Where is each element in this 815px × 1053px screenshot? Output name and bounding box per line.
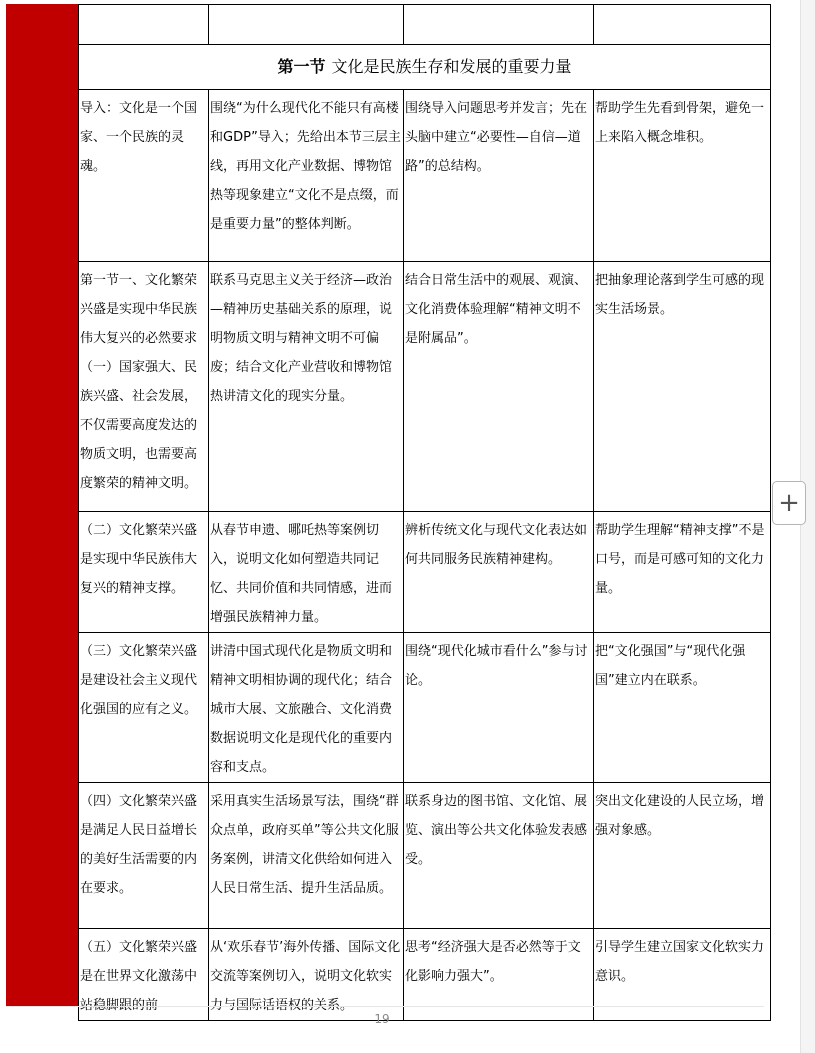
table-cell[interactable]: 突出文化建设的人民立场，增强对象感。 xyxy=(594,783,771,929)
table-cell[interactable] xyxy=(594,5,771,45)
table-cell[interactable]: 联系马克思主义关于经济—政治—精神历史基础关系的原理，说明物质文明与精神文明不可偏废；结合文化产业营收和博物馆热讲清文化的现实分量。 xyxy=(209,262,404,512)
table-cell[interactable]: 采用真实生活场景写法，围绕“群众点单，政府买单”等公共文化服务案例，讲清文化供给如何进入人民日常生活、提升生活品质。 xyxy=(209,783,404,929)
table-cell[interactable]: （五）文化繁荣兴盛是在世界文化激荡中站稳脚跟的前 xyxy=(79,929,209,1021)
table-cell[interactable]: 联系身边的图书馆、文化馆、展览、演出等公共文化体验发表感受。 xyxy=(404,783,594,929)
table-cell[interactable]: 讲清中国式现代化是物质文明和精神文明相协调的现代化；结合城市大展、文旅融合、文化消费数据说明文化是现代化的重要内容和支点。 xyxy=(209,633,404,783)
table-cell[interactable]: （四）文化繁荣兴盛是满足人民日益增长的美好生活需要的内在要求。 xyxy=(79,783,209,929)
table-row xyxy=(79,90,771,262)
table-cell[interactable]: 围绕“为什么现代化不能只有高楼和GDP”导入；先给出本节三层主线，再用文化产业数据、博物馆热等现象建立“文化不是点缀，而是重要力量”的整体判断。 xyxy=(209,90,404,262)
table-cell[interactable]: 引导学生建立国家文化软实力意识。 xyxy=(594,929,771,1021)
table-cell[interactable]: 把抽象理论落到学生可感的现实生活场景。 xyxy=(594,262,771,512)
table-cell[interactable]: 帮助学生理解“精神支撑”不是口号，而是可感可知的文化力量。 xyxy=(594,512,771,633)
table-cell[interactable]: 把“文化强国”与“现代化强国”建立内在联系。 xyxy=(594,633,771,783)
table-cell[interactable] xyxy=(79,5,209,45)
lesson-plan-table xyxy=(78,4,771,1021)
table-row xyxy=(79,633,771,783)
section-title: 文化是民族生存和发展的重要力量 xyxy=(331,57,572,76)
plus-icon: + xyxy=(778,488,800,518)
table-cell[interactable]: 帮助学生先看到骨架，避免一上来陷入概念堆积。 xyxy=(594,90,771,262)
table-cell[interactable]: 从‘欢乐春节’海外传播、国际文化交流等案例切入，说明文化软实力与国际话语权的关系。 xyxy=(209,929,404,1021)
red-margin-bar xyxy=(6,4,78,1006)
table-cell[interactable]: 围绕导入问题思考并发言；先在头脑中建立“必要性—自信—道路”的总结构。 xyxy=(404,90,594,262)
table-cell[interactable]: 结合日常生活中的观展、观演、文化消费体验理解“精神文明不是附属品”。 xyxy=(404,262,594,512)
table-cell[interactable]: （二）文化繁荣兴盛是实现中华民族伟大复兴的精神支撑。 xyxy=(79,512,209,633)
section-heading-row xyxy=(79,45,771,90)
page-bottom-edge xyxy=(6,1006,764,1007)
table-row xyxy=(79,512,771,633)
table-row xyxy=(79,783,771,929)
table-cell[interactable] xyxy=(209,5,404,45)
table-cell[interactable]: 辨析传统文化与现代文化表达如何共同服务民族精神建构。 xyxy=(404,512,594,633)
table-row xyxy=(79,5,771,45)
section-number: 第一节 xyxy=(277,57,326,76)
table-cell[interactable]: （三）文化繁荣兴盛是建设社会主义现代化强国的应有之义。 xyxy=(79,633,209,783)
page-number: 19 xyxy=(374,1012,390,1026)
vertical-scrollbar[interactable] xyxy=(800,0,815,1053)
section-heading[interactable] xyxy=(79,45,771,90)
table-cell[interactable]: 第一节一、文化繁荣兴盛是实现中华民族伟大复兴的必然要求（一）国家强大、民族兴盛、社会发展，不仅需要高度发达的物质文明，也需要高度繁荣的精神文明。 xyxy=(79,262,209,512)
table-cell[interactable]: 围绕“现代化城市看什么”参与讨论。 xyxy=(404,633,594,783)
table-row xyxy=(79,262,771,512)
table-cell[interactable]: 思考“经济强大是否必然等于文化影响力强大”。 xyxy=(404,929,594,1021)
table-cell[interactable]: 从春节申遗、哪吒热等案例切入，说明文化如何塑造共同记忆、共同价值和共同情感，进而增强民族精神力量。 xyxy=(209,512,404,633)
table-cell[interactable]: 导入：文化是一个国家、一个民族的灵魂。 xyxy=(79,90,209,262)
table-cell[interactable] xyxy=(404,5,594,45)
add-button[interactable] xyxy=(772,481,806,525)
